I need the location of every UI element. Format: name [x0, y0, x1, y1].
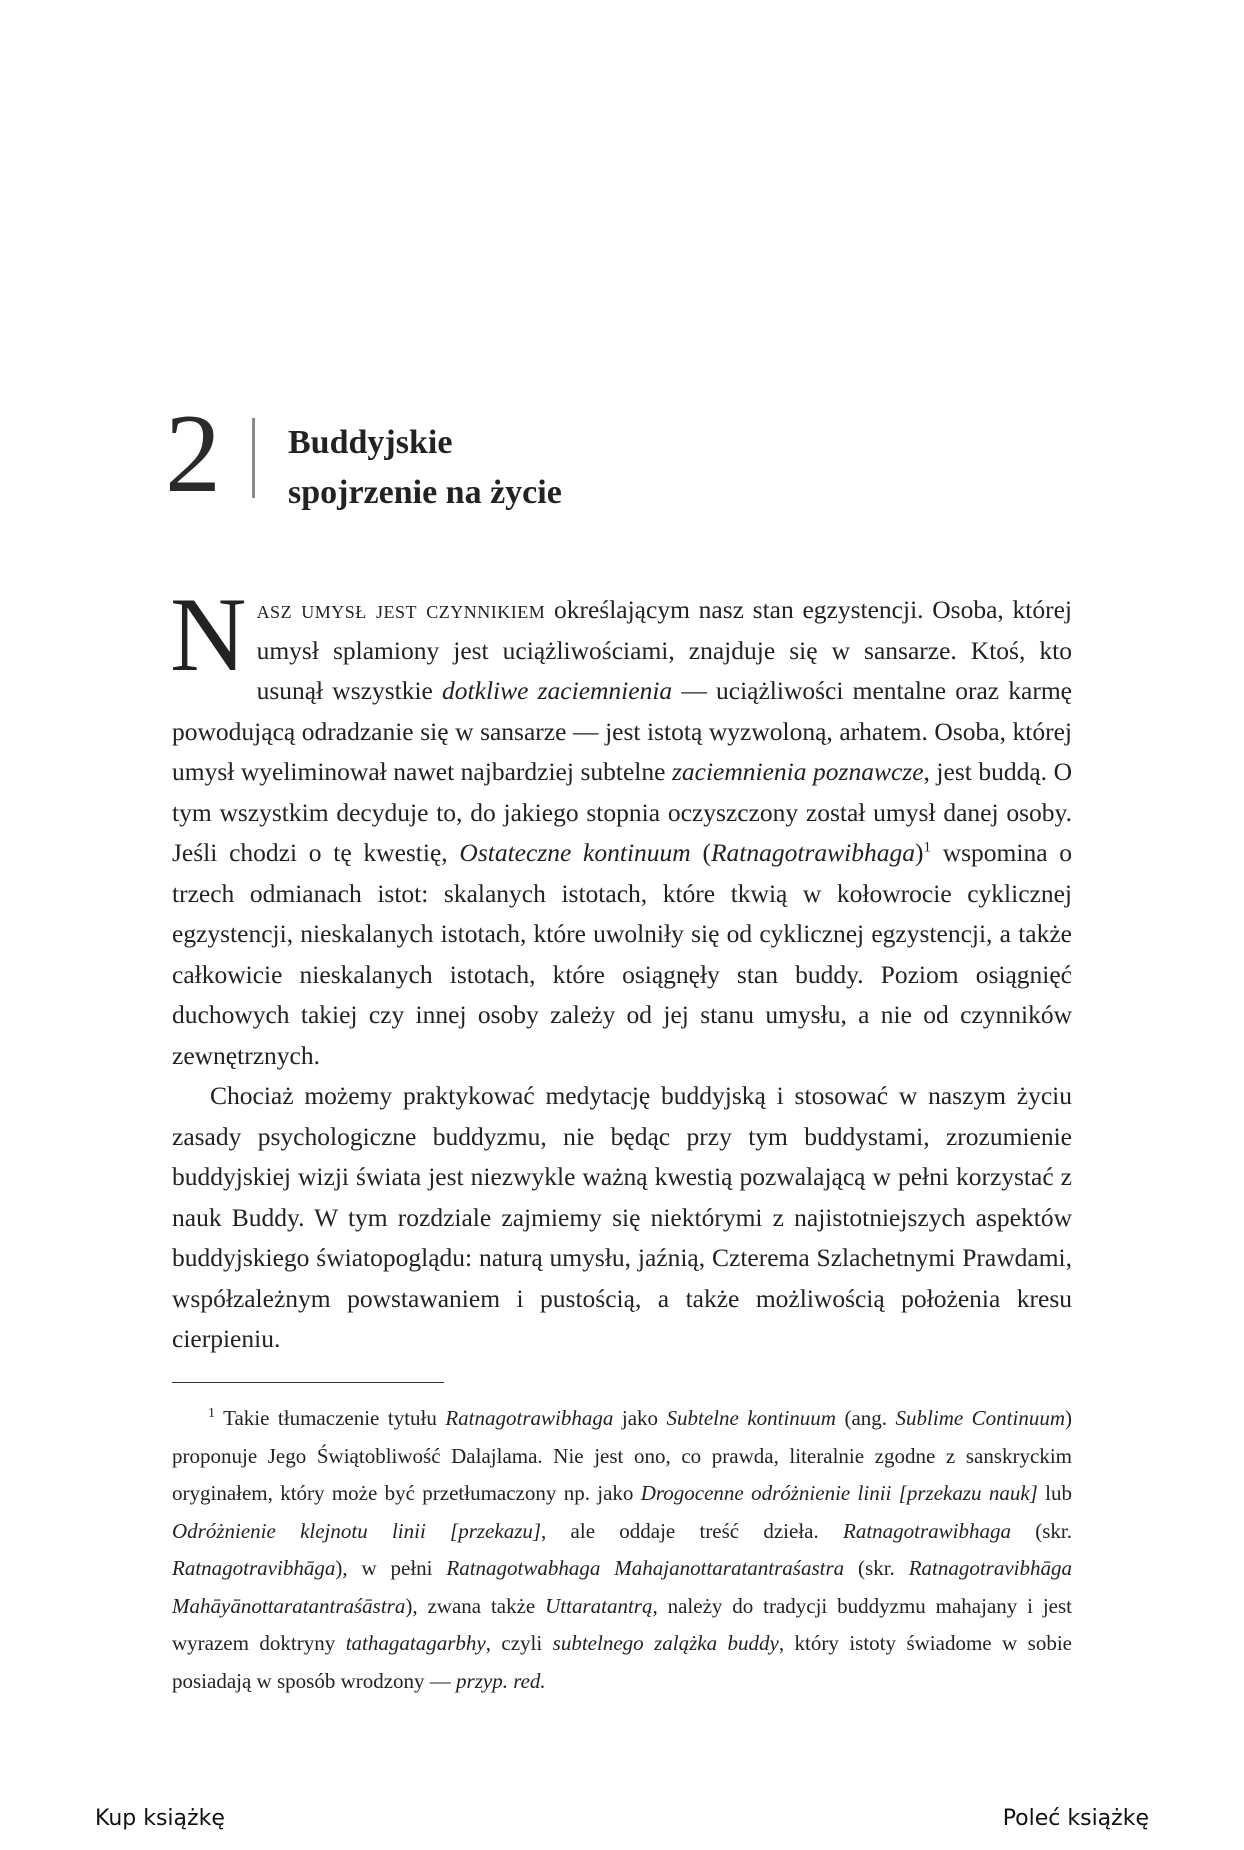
- italic-term: subtelnego zalążka buddy: [552, 1631, 779, 1655]
- footnote-mark: 1: [208, 1406, 215, 1421]
- footnote-separator: [172, 1382, 444, 1383]
- italic-term: Ratnagotravibhāga Mahāyānottaratantraśāstra: [172, 1556, 1073, 1618]
- paragraph-2: Chociaż możemy praktykować medytację buddyjską i stosować w naszym życiu zasady psychologiczne buddyzmu, nie będąc przy tym buddystami, zrozumienie buddyjskiej wizji świata jest niezwykle ważną kwestią pozwalającą w pełni korzystać z nauk Buddy. W tym rozdziale zajmiemy się niektórymi z najistotniejszych aspektów buddyjskiego światopoglądu: naturą umysłu, jaźnią, Czterema Szlachetnymi Prawdami, współzależnym powstawaniem i pustością, a także możliwością położenia kresu cierpieniu.: [172, 1081, 1072, 1353]
- text-run: ): [914, 838, 924, 867]
- text-run: lub: [1037, 1481, 1072, 1505]
- text-run: (skr.: [1011, 1518, 1073, 1543]
- italic-term: Sublime Continuum: [895, 1406, 1066, 1430]
- italic-term: dotkliwe zaciemnienia: [442, 676, 673, 705]
- italic-term: Drogocenne odróżnienie linii [przekazu nauk]: [640, 1481, 1038, 1505]
- chapter-title-line-2: spojrzenie na życie: [288, 474, 562, 511]
- italic-term: Subtelne kontinuum: [666, 1406, 836, 1430]
- body-text: [170, 576, 1073, 1360]
- chapter-number: 2: [165, 392, 221, 516]
- footnote: [172, 1400, 1072, 1700]
- text-run: (skr.: [844, 1556, 909, 1580]
- chapter-title: [288, 418, 562, 518]
- drop-cap: N: [170, 576, 247, 693]
- text-run: Takie tłumaczenie tytułu: [215, 1406, 446, 1430]
- text-run: (ang.: [835, 1406, 896, 1430]
- text-run: , czyli: [485, 1631, 553, 1655]
- lead-in-smallcaps: asz umysł jest czynnikiem: [256, 595, 546, 624]
- text-run: — uciążliwości mentalne oraz karmę powodującą odradzanie się w sansarze — jest istotą wyzwoloną, arhatem. Osoba, której umysł wyeliminował nawet najbardziej subtelne: [172, 676, 1073, 786]
- text-run: (: [690, 838, 711, 867]
- text-run: , należy do tradycji buddyzmu mahajany i jest wyrazem doktryny: [172, 1593, 1073, 1655]
- italic-term: przyp. red.: [456, 1668, 546, 1693]
- text-run: ) proponuje Jego Świątobliwość Dalajlama. Nie jest ono, co prawda, literalnie zgodne z sanskryckim oryginałem, który może być przetłumaczony np. jako: [172, 1406, 1073, 1505]
- italic-term: tathagatagarbhy: [345, 1631, 486, 1655]
- italic-term: Uttaratantrą: [545, 1593, 653, 1618]
- italic-title: Ratnagotrawibhaga: [710, 838, 915, 867]
- italic-term: Ratnagotwabhaga Mahajanottaratantraśastra: [446, 1556, 845, 1580]
- italic-term: Ratnagotrawibhaga: [843, 1518, 1012, 1543]
- chapter-title-line-1: Buddyjskie: [288, 424, 453, 461]
- recommend-book-link[interactable]: Poleć książkę: [1002, 1806, 1149, 1831]
- buy-book-link[interactable]: Kup książkę: [95, 1806, 225, 1831]
- footnote-reference[interactable]: 1: [923, 839, 931, 856]
- chapter-divider: [252, 418, 255, 498]
- italic-term: Ratnagotrawibhaga: [445, 1406, 614, 1430]
- text-run: ), w pełni: [335, 1556, 447, 1580]
- text-run: , który istoty świadome w sobie posiadają w sposób wrodzony —: [172, 1631, 1072, 1693]
- text-run: określającym nasz stan egzystencji. Osoba, której umysł splamiony jest uciążliwościami, znajduje się w sansarze. Ktoś, kto usunął wszystkie: [256, 595, 1072, 705]
- italic-term: Odróżnienie klejnotu linii [przekazu]: [172, 1518, 542, 1543]
- paragraph-1: [170, 576, 1073, 1076]
- text-run: ), zwana także: [405, 1593, 546, 1618]
- text-run: jako: [613, 1406, 667, 1430]
- italic-term: Ratnagotravibhāga: [172, 1556, 336, 1580]
- italic-title: Ostateczne kontinuum: [459, 838, 691, 867]
- text-run: wspomina o trzech odmianach istot: skalanych istotach, które tkwią w kołowrocie cyklicznej egzystencji, nieskalanych istotach, które uwolniły się od cyklicznej egzystencji, a także całkowicie nieskalanych istotach, które osiągnęły stan buddy. Poziom osiągnięć duchowych takiej czy innej osoby zależy od jej stanu umysłu, a nie od czynników zewnętrznych.: [172, 838, 1073, 1070]
- italic-term: zaciemnienia poznawcze: [671, 757, 924, 786]
- text-run: , ale oddaje treść dzieła.: [541, 1518, 843, 1543]
- text-run: , jest buddą. O tym wszystkim decyduje to, do jakiego stopnia oczyszczony został umysł danej osoby. Jeśli chodzi o tę kwestię,: [172, 757, 1072, 867]
